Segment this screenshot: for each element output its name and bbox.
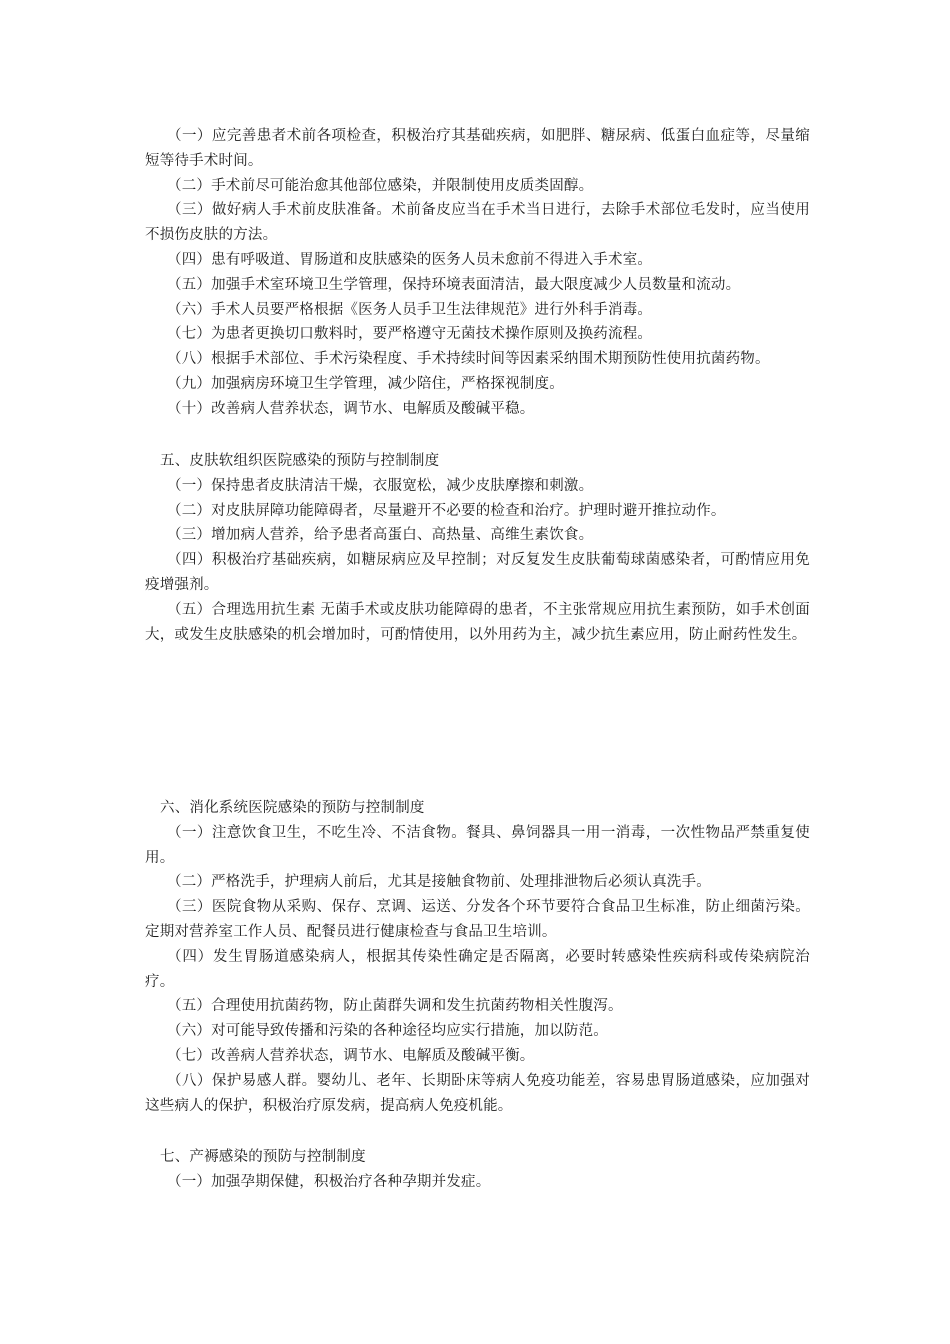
paragraph: （九）加强病房环境卫生学管理，减少陪住，严格探视制度。 [167, 375, 564, 392]
surgical-infection-measures [145, 124, 810, 422]
section-puerperal-infection [145, 1145, 810, 1195]
paragraph: （八）根据手术部位、手术污染程度、手术持续时间等因素采纳围术期预防性使用抗菌药物。 [167, 351, 770, 368]
paragraph: （六）手术人员要严格根据《医务人员手卫生法律规范》进行外科手消毒。 [167, 301, 653, 318]
paragraph: （二）手术前尽可能治愈其他部位感染，并限制使用皮质类固醇。 [167, 177, 594, 194]
paragraph: （四）积极治疗基础疾病，如糖尿病应及早控制；对反复发生皮肤葡萄球菌感染者，可酌情应用免疫增强剂。 [145, 552, 810, 593]
paragraph: （五）合理选用抗生素 无菌手术或皮肤功能障碍的患者，不主张常规应用抗生素预防，如手术创面大，或发生皮肤感染的机会增加时，可酌情使用，以外用药为主，减少抗生素应用，防止耐药性发生。 [145, 601, 810, 643]
paragraph: （八）保护易感人群。婴幼儿、老年、长期卧床等病人免疫功能差，容易患胃肠道感染，应加强对这些病人的保护，积极治疗原发病，提高病人免疫机能。 [145, 1072, 810, 1114]
section-heading: 七、产褥感染的预防与控制制度 [160, 1149, 366, 1165]
paragraph: （二）对皮肤屏障功能障碍者，尽量避开不必要的检查和治疗。护理时避开推拉动作。 [167, 502, 726, 519]
paragraph: （五）加强手术室环境卫生学管理，保持环境表面清洁，最大限度减少人员数量和流动。 [167, 276, 741, 293]
paragraph: （一）注意饮食卫生，不吃生冷、不洁食物。餐具、鼻饲器具一用一消毒，一次性物品严禁重复使用。 [145, 824, 810, 866]
paragraph: （一）保持患者皮肤清洁干燥，衣服宽松，减少皮肤摩擦和刺激。 [167, 477, 594, 494]
paragraph: （四）患有呼吸道、胃肠道和皮肤感染的医务人员未愈前不得进入手术室。 [167, 251, 653, 268]
paragraph: （十）改善病人营养状态，调节水、电解质及酸碱平稳。 [167, 400, 535, 417]
paragraph: （四）发生胃肠道感染病人，根据其传染性确定是否隔离，必要时转感染性疾病科或传染病院治疗。 [145, 948, 810, 990]
paragraph: （七）为患者更换切口敷料时，要严格遵守无菌技术操作原则及换药流程。 [167, 326, 653, 343]
paragraph: （一）加强孕期保健，积极治疗各种孕期并发症。 [167, 1173, 491, 1190]
section-heading: 六、消化系统医院感染的预防与控制制度 [160, 800, 425, 816]
paragraph: （三）增加病人营养，给予患者高蛋白、高热量、高维生素饮食。 [167, 527, 594, 544]
section-skin-soft-tissue [145, 449, 810, 647]
paragraph: （七）改善病人营养状态，调节水、电解质及酸碱平衡。 [167, 1047, 535, 1064]
section-digestive-system [145, 796, 810, 1118]
section-heading: 五、皮肤软组织医院感染的预防与控制制度 [160, 453, 440, 469]
paragraph: （一）应完善患者术前各项检查，积极治疗其基础疾病，如肥胖、糖尿病、低蛋白血症等，尽量缩短等待手术时间。 [145, 128, 810, 169]
paragraph: （三）做好病人手术前皮肤准备。术前备皮应当在手术当日进行，去除手术部位毛发时，应当使用不损伤皮肤的方法。 [145, 202, 810, 244]
paragraph: （五）合理使用抗菌药物，防止菌群失调和发生抗菌药物相关性腹泻。 [167, 998, 623, 1015]
paragraph: （二）严格洗手，护理病人前后，尤其是接触食物前、处理排泄物后必须认真洗手。 [167, 874, 711, 891]
paragraph: （六）对可能导致传播和污染的各种途径均应实行措施，加以防范。 [167, 1023, 608, 1040]
paragraph: （三）医院食物从采购、保存、烹调、运送、分发各个环节要符合食品卫生标准，防止细菌污染。定期对营养室工作人员、配餐员进行健康检查与食品卫生培训。 [145, 899, 810, 940]
